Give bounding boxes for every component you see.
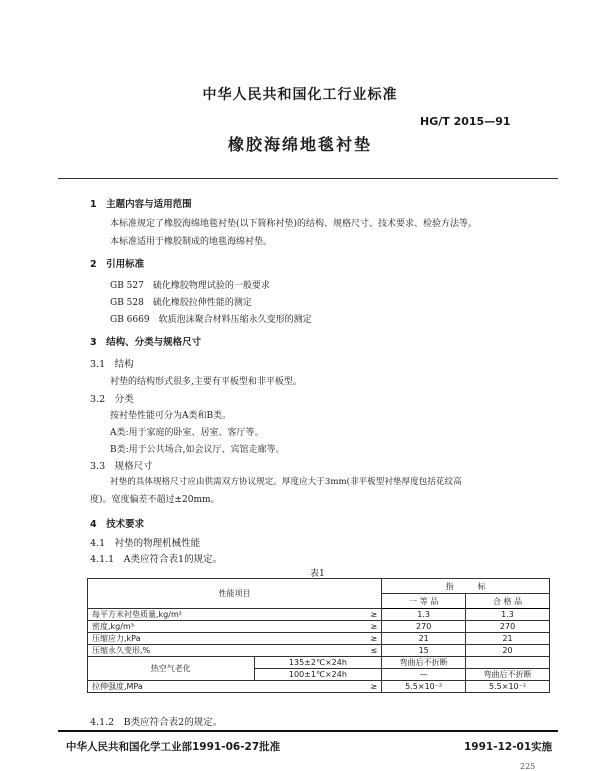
reference-item: GB 527 硫化橡胶物理试验的一般要求 xyxy=(110,281,270,291)
table-cell-pass xyxy=(466,657,550,669)
section-1-para-1: 本标准规定了橡胶海绵地毯衬垫(以下简称衬垫)的结构、规格尺寸、技术要求、检验方法等。 xyxy=(110,219,478,229)
table-cell-first: 1.3 xyxy=(382,609,466,621)
table-cell-op: ≥ xyxy=(362,633,382,645)
table-header-index: 指 标 xyxy=(382,579,550,594)
standard-code: HG/T 2015—91 xyxy=(420,115,511,128)
table-cell-op: ≥ xyxy=(362,681,382,693)
document-title: 橡胶海绵地毯衬垫 xyxy=(227,135,372,154)
section-3-1-text: 衬垫的结构形式很多,主要有平板型和非平板型。 xyxy=(110,377,302,387)
table-cell-op: ≥ xyxy=(362,621,382,633)
table-cell-first: 15 xyxy=(382,645,466,657)
table-header-first-grade: 一 等 品 xyxy=(382,594,466,609)
table-cell-pass: 5.5×10⁻² xyxy=(466,681,550,693)
table-cell-name: 压缩永久变形,% xyxy=(88,645,362,657)
table-cell-name: 压缩应力,kPa xyxy=(88,633,362,645)
table-1 xyxy=(87,578,550,693)
table-cell-name: 每平方米衬垫质量,kg/m² xyxy=(88,609,362,621)
table-cell-first: 5.5×10⁻² xyxy=(382,681,466,693)
table-cell-pass: 21 xyxy=(466,633,550,645)
table-cell-aging-cond-1: 135±2℃×24h xyxy=(254,657,382,669)
table-row xyxy=(88,633,550,645)
section-2-heading: 2 引用标准 xyxy=(90,259,145,270)
section-3-2-class-b: B类:用于公共场合,如会议厅、宾馆走廊等。 xyxy=(110,445,285,455)
table-cell-first: 270 xyxy=(382,621,466,633)
section-3-3-line-1: 衬垫的具体规格尺寸应由供需双方协议规定。厚度应大于3mm(非平板型衬垫厚度包括花纹高 xyxy=(110,477,462,487)
table-cell-pass: 20 xyxy=(466,645,550,657)
table-header-pass-grade: 合 格 品 xyxy=(466,594,550,609)
section-1-para-2: 本标准适用于橡胶制成的地毯海绵衬垫。 xyxy=(110,237,273,247)
table-cell-pass: 270 xyxy=(466,621,550,633)
approval-line: 中华人民共和国化学工业部1991-06-27批准 xyxy=(66,741,281,753)
title-divider xyxy=(58,178,558,179)
section-4-1-heading: 4.1 衬垫的物理机械性能 xyxy=(90,538,201,549)
reference-item: GB 6669 软质泡沫聚合材料压缩永久变形的测定 xyxy=(110,315,312,325)
table-cell-first: 21 xyxy=(382,633,466,645)
section-3-1-heading: 3.1 结构 xyxy=(90,359,134,370)
section-4-heading: 4 技术要求 xyxy=(90,519,145,530)
table-cell-name: 密度,kg/m³ xyxy=(88,621,362,633)
section-3-2-class-a: A类:用于家庭的卧室、居室、客厅等。 xyxy=(110,428,264,438)
table-row xyxy=(88,681,550,693)
table-cell-aging-cond-2: 100±1℃×24h xyxy=(254,669,382,681)
table-cell-first: — xyxy=(382,669,466,681)
footer-divider xyxy=(58,730,558,732)
effective-date: 1991-12-01实施 xyxy=(464,741,553,753)
reference-item: GB 528 硫化橡胶拉伸性能的测定 xyxy=(110,298,252,308)
table-cell-pass: 弯曲后不折断 xyxy=(466,669,550,681)
table-cell-op: ≥ xyxy=(362,609,382,621)
section-3-3-line-2: 度)。宽度偏差不超过±20mm。 xyxy=(90,495,220,505)
section-3-3-heading: 3.3 规格尺寸 xyxy=(90,461,153,472)
table-row xyxy=(88,657,550,669)
section-4-1-2-text: 4.1.2 B类应符合表2的规定。 xyxy=(90,717,223,728)
page-number: 225 xyxy=(520,762,536,771)
section-1-heading: 1 主题内容与适用范围 xyxy=(90,199,192,210)
section-3-2-text: 按衬垫性能可分为A类和B类。 xyxy=(110,411,232,421)
table-row xyxy=(88,621,550,633)
section-4-1-1-text: 4.1.1 A类应符合表1的规定。 xyxy=(90,554,223,565)
table-1-caption: 表1 xyxy=(310,569,325,579)
table-row xyxy=(88,645,550,657)
section-3-heading: 3 结构、分类与规格尺寸 xyxy=(90,337,202,348)
table-header-item: 性能项目 xyxy=(88,579,382,609)
org-title: 中华人民共和国化工行业标准 xyxy=(202,87,398,103)
table-cell-name: 拉伸强度,MPa xyxy=(88,681,362,693)
table-cell-op: ≤ xyxy=(362,645,382,657)
section-3-2-heading: 3.2 分类 xyxy=(90,394,134,405)
table-cell-aging-name: 热空气老化 xyxy=(88,657,255,681)
table-row xyxy=(88,609,550,621)
table-cell-first: 弯曲后不折断 xyxy=(382,657,466,669)
table-cell-pass: 1.3 xyxy=(466,609,550,621)
